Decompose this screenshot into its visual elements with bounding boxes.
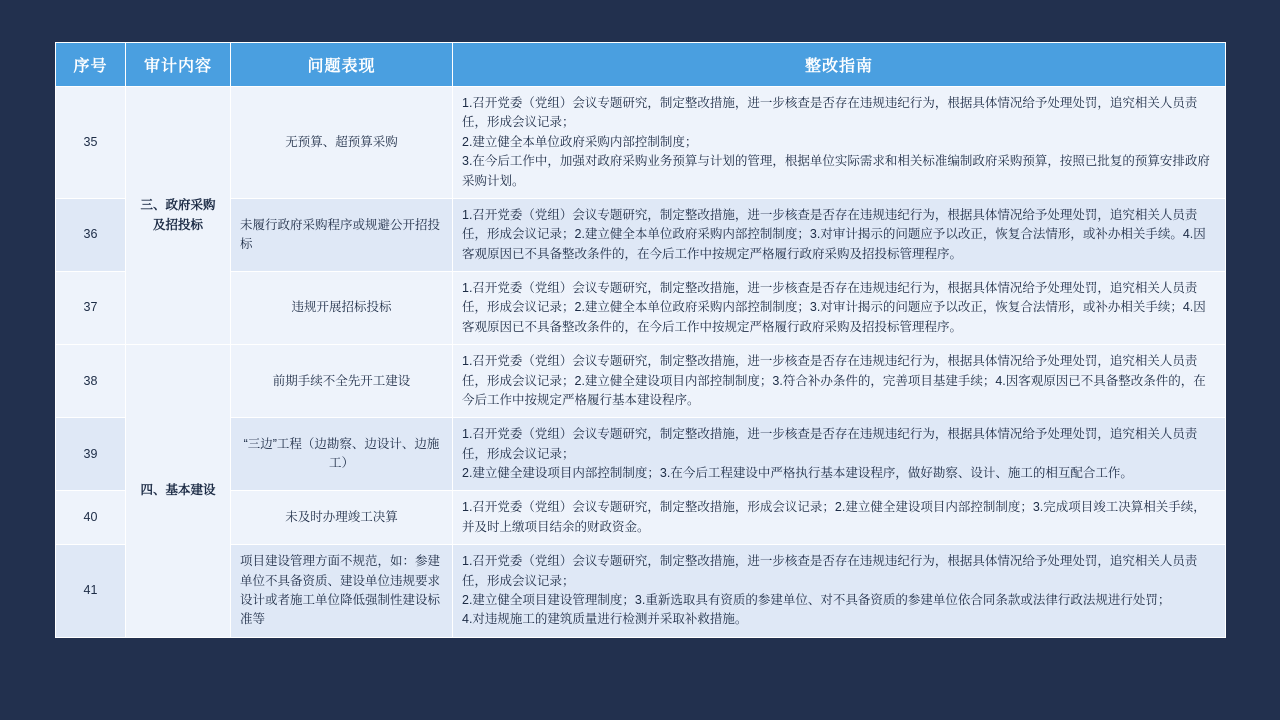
guide-line: 1.召开党委（党组）会议专题研究，制定整改措施，进一步核查是否存在违规违纪行为，根据具体情况给予处理处罚，追究相关人员责任，形成会议记录；2.建立健全本单位政府采购内部控制制度；3.对审计揭示的问题应予以改正，恢复合法情形，或补办相关手续；4.因客观原因已不具备整改条件的，在今后工作中按规定严格履行政府采购及招投标管理程序。 [462, 281, 1206, 334]
cell-serial-number: 37 [56, 272, 126, 345]
table-container [55, 42, 1225, 638]
cell-serial-number: 35 [56, 87, 126, 199]
guide-line: 1.召开党委（党组）会议专题研究，制定整改措施，进一步核查是否存在违规违纪行为，根据具体情况给予处理处罚，追究相关人员责任，形成会议记录；2.建立健全建设项目内部控制制度；3.符合补办条件的，完善项目基建手续；4.因客观原因已不具备整改条件的，在今后工作中按规定严格履行基本建设程序。 [462, 354, 1206, 407]
cell-serial-number: 39 [56, 418, 126, 491]
cell-problem: 违规开展招标投标 [231, 272, 453, 345]
cell-guide [453, 198, 1226, 271]
cell-category: 四、基本建设 [126, 345, 231, 638]
header-serial-number: 序号 [56, 43, 126, 87]
cell-problem: 未及时办理竣工决算 [231, 491, 453, 545]
cell-serial-number: 38 [56, 345, 126, 418]
cell-guide [453, 491, 1226, 545]
cell-category: 三、政府采购及招投标 [126, 87, 231, 345]
cell-guide [453, 345, 1226, 418]
cell-problem: 无预算、超预算采购 [231, 87, 453, 199]
table-row [56, 418, 1226, 491]
guide-line: 3.在今后工作中，加强对政府采购业务预算与计划的管理，根据单位实际需求和相关标准编制政府采购预算，按照已批复的预算安排政府采购计划。 [462, 154, 1210, 188]
guide-line: 1.召开党委（党组）会议专题研究，制定整改措施，形成会议记录；2.建立健全建设项目内部控制制度；3.完成项目竣工决算相关手续，并及时上缴项目结余的财政资金。 [462, 500, 1206, 534]
cell-guide [453, 418, 1226, 491]
table-row [56, 491, 1226, 545]
guide-line: 1.召开党委（党组）会议专题研究，制定整改措施，进一步核查是否存在违规违纪行为，根据具体情况给予处理处罚，追究相关人员责任，形成会议记录；2.建立健全本单位政府采购内部控制制度；3.对审计揭示的问题应予以改正，恢复合法情形，或补办相关手续。4.因客观原因已不具备整改条件的，在今后工作中按规定严格履行政府采购及招投标管理程序。 [462, 207, 1206, 261]
table-row [56, 272, 1226, 345]
audit-rectification-table [55, 42, 1226, 638]
cell-problem: 前期手续不全先开工建设 [231, 345, 453, 418]
guide-line: 1.召开党委（党组）会议专题研究，制定整改措施，进一步核查是否存在违规违纪行为，根据具体情况给予处理处罚，追究相关人员责任，形成会议记录； [462, 96, 1198, 130]
table-row [56, 198, 1226, 271]
cell-guide [453, 272, 1226, 345]
header-problem: 问题表现 [231, 43, 453, 87]
cell-problem: 项目建设管理方面不规范，如：参建单位不具备资质、建设单位违规要求设计或者施工单位降低强制性建设标准等 [231, 545, 453, 638]
cell-problem: 未履行政府采购程序或规避公开招投标 [231, 198, 453, 271]
cell-serial-number: 40 [56, 491, 126, 545]
guide-line: 1.召开党委（党组）会议专题研究，制定整改措施，进一步核查是否存在违规违纪行为，根据具体情况给予处理处罚，追究相关人员责任，形成会议记录； [462, 427, 1198, 461]
table-row [56, 87, 1226, 199]
table-row [56, 345, 1226, 418]
table-header-row [56, 43, 1226, 87]
cell-problem: “三边”工程（边勘察、边设计、边施工） [231, 418, 453, 491]
guide-line: 4.对违规施工的建筑质量进行检测并采取补救措施。 [462, 612, 748, 627]
cell-serial-number: 36 [56, 198, 126, 271]
guide-line: 2.建立健全建设项目内部控制制度；3.在今后工程建设中严格执行基本建设程序，做好勘察、设计、施工的相互配合工作。 [462, 466, 1133, 480]
guide-line: 1.召开党委（党组）会议专题研究，制定整改措施，进一步核查是否存在违规违纪行为，根据具体情况给予处理处罚，追究相关人员责任，形成会议记录； [462, 554, 1198, 588]
header-guide: 整改指南 [453, 43, 1226, 87]
guide-line: 2.建立健全项目建设管理制度；3.重新选取具有资质的参建单位、对不具备资质的参建单位依合同条款或法律行政法规进行处罚； [462, 592, 1171, 607]
header-audit-content: 审计内容 [126, 43, 231, 87]
cell-guide [453, 87, 1226, 199]
guide-line: 2.建立健全本单位政府采购内部控制制度； [462, 134, 698, 149]
cell-serial-number: 41 [56, 545, 126, 638]
table-row [56, 545, 1226, 638]
cell-guide [453, 545, 1226, 638]
